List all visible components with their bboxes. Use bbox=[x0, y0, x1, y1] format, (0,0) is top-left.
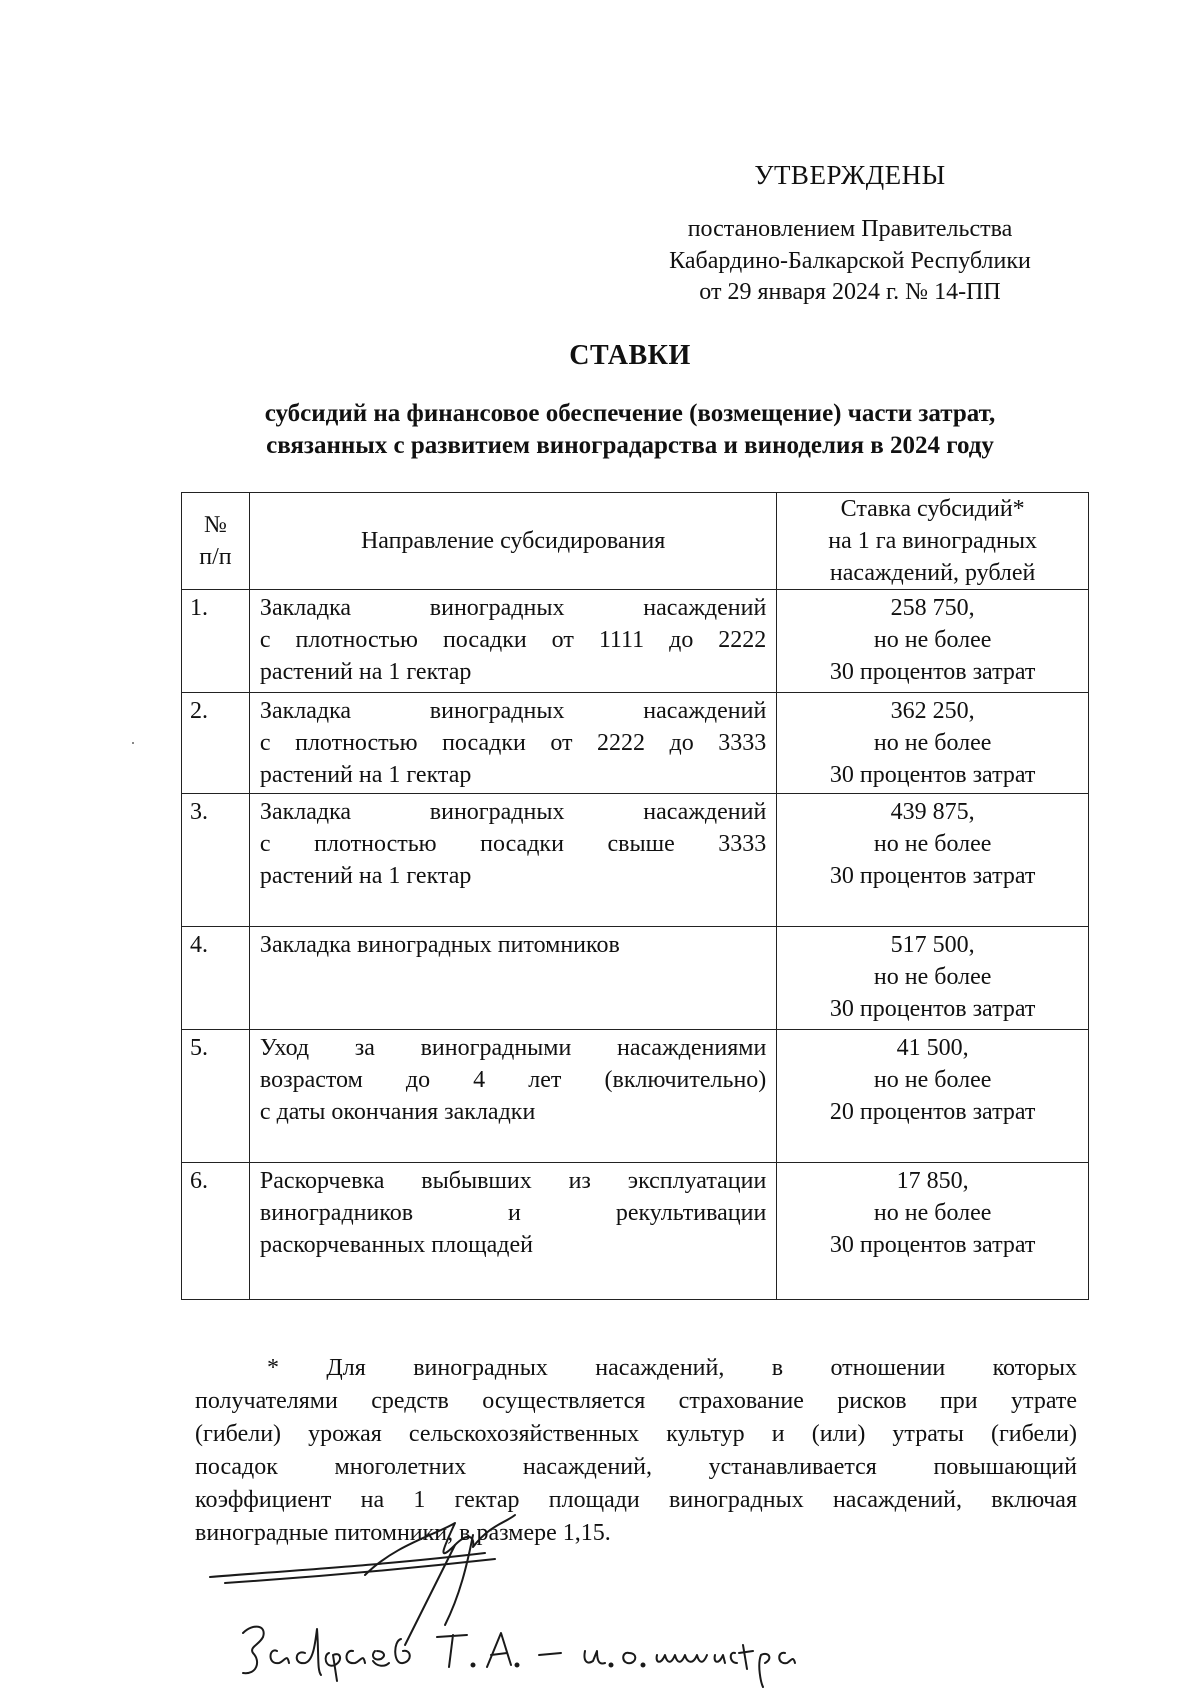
direction-line: раскорчеванных площадей bbox=[259, 1232, 533, 1258]
rate-percent: 30 процентов затрат bbox=[829, 762, 1036, 788]
table-row bbox=[182, 1030, 1089, 1163]
direction-line: растений на 1 гектар bbox=[259, 659, 472, 685]
row-number: 3. bbox=[182, 794, 250, 927]
row-rate bbox=[777, 590, 1089, 693]
direction-line: с плотностью посадки свыше 3333 bbox=[259, 831, 767, 857]
header-num bbox=[182, 493, 250, 590]
footnote-line: получателями средств осуществляется страхование рисков при утрате bbox=[195, 1388, 1077, 1414]
rate-limit: но не более bbox=[873, 1200, 992, 1226]
handwritten-signature bbox=[205, 1505, 845, 1695]
direction-line: Закладка виноградных питомников bbox=[259, 932, 620, 958]
scan-dot bbox=[132, 742, 134, 744]
table-header-row bbox=[182, 493, 1089, 590]
direction-line: с даты окончания закладки bbox=[259, 1099, 536, 1125]
table-row bbox=[182, 590, 1089, 693]
approval-line-2: Кабардино-Балкарской Республики bbox=[669, 248, 1031, 274]
rate-percent: 20 процентов затрат bbox=[829, 1099, 1036, 1125]
header-num-line: № bbox=[204, 512, 227, 538]
table-row bbox=[182, 794, 1089, 927]
row-number: 4. bbox=[182, 927, 250, 1030]
footnote-line: * Для виноградных насаждений, в отношении которых bbox=[267, 1355, 1077, 1381]
rate-percent: 30 процентов затрат bbox=[829, 863, 1036, 889]
direction-line: Закладка виноградных насаждений bbox=[259, 595, 767, 621]
row-rate bbox=[777, 1163, 1089, 1300]
rate-limit: но не более bbox=[873, 627, 992, 653]
rate-amount: 17 850, bbox=[896, 1168, 969, 1194]
header-rate-line: Ставка субсидий* bbox=[840, 496, 1025, 522]
rates-table bbox=[181, 492, 1089, 1300]
rate-limit: но не более bbox=[873, 831, 992, 857]
row-direction bbox=[249, 1163, 776, 1300]
rate-percent: 30 процентов затрат bbox=[829, 1232, 1036, 1258]
rate-percent: 30 процентов затрат bbox=[829, 996, 1036, 1022]
rate-limit: но не более bbox=[873, 730, 992, 756]
row-rate bbox=[777, 693, 1089, 794]
table-row bbox=[182, 927, 1089, 1030]
rate-amount: 517 500, bbox=[890, 932, 975, 958]
rate-limit: но не более bbox=[873, 964, 992, 990]
rate-amount: 258 750, bbox=[890, 595, 975, 621]
direction-line: Закладка виноградных насаждений bbox=[259, 698, 767, 724]
row-direction bbox=[249, 590, 776, 693]
approval-line-1: постановлением Правительства bbox=[687, 216, 1013, 242]
row-rate bbox=[777, 927, 1089, 1030]
document-subtitle-line-1: субсидий на финансовое обеспечение (возмещение) части затрат, bbox=[264, 400, 996, 427]
row-rate bbox=[777, 1030, 1089, 1163]
rate-percent: 30 процентов затрат bbox=[829, 659, 1036, 685]
document-title: СТАВКИ bbox=[569, 340, 691, 371]
header-num-line: п/п bbox=[199, 544, 232, 570]
direction-line: виноградников и рекультивации bbox=[259, 1200, 767, 1226]
rate-amount: 439 875, bbox=[890, 799, 975, 825]
direction-line: Закладка виноградных насаждений bbox=[259, 799, 767, 825]
footnote-line: виноградные питомники, в размере 1,15. bbox=[195, 1520, 611, 1546]
rate-limit: но не более bbox=[873, 1067, 992, 1093]
header-rate-line: насаждений, рублей bbox=[829, 560, 1036, 586]
header-rate-line: на 1 га виноградных bbox=[828, 528, 1037, 554]
approval-line-3: от 29 января 2024 г. № 14-ПП bbox=[699, 279, 1001, 305]
header-direction: Направление субсидирования bbox=[249, 493, 776, 590]
row-number: 5. bbox=[182, 1030, 250, 1163]
direction-line: Раскорчевка выбывших из эксплуатации bbox=[259, 1168, 767, 1194]
row-direction bbox=[249, 693, 776, 794]
row-direction bbox=[249, 1030, 776, 1163]
direction-line: растений на 1 гектар bbox=[259, 863, 472, 889]
table-row bbox=[182, 693, 1089, 794]
rate-amount: 41 500, bbox=[896, 1035, 969, 1061]
footnote-line: коэффициент на 1 гектар площади виноградных насаждений, включая bbox=[195, 1487, 1077, 1513]
table-row bbox=[182, 1163, 1089, 1300]
row-number: 1. bbox=[182, 590, 250, 693]
row-number: 2. bbox=[182, 693, 250, 794]
direction-line: с плотностью посадки от 2222 до 3333 bbox=[259, 730, 767, 756]
row-rate bbox=[777, 794, 1089, 927]
direction-line: с плотностью посадки от 1111 до 2222 bbox=[259, 627, 767, 653]
direction-line: возрастом до 4 лет (включительно) bbox=[259, 1067, 767, 1093]
direction-line: растений на 1 гектар bbox=[259, 762, 472, 788]
row-direction bbox=[249, 927, 776, 1030]
document-subtitle-line-2: связанных с развитием виноградарства и виноделия в 2024 году bbox=[266, 432, 994, 459]
row-direction bbox=[249, 794, 776, 927]
header-rate bbox=[777, 493, 1089, 590]
direction-line: Уход за виноградными насаждениями bbox=[259, 1035, 767, 1061]
row-number: 6. bbox=[182, 1163, 250, 1300]
approved-heading: УТВЕРЖДЕНЫ bbox=[754, 160, 946, 190]
footnote-line: (гибели) урожая сельскохозяйственных культур и (или) утраты (гибели) bbox=[195, 1421, 1077, 1447]
rate-amount: 362 250, bbox=[890, 698, 975, 724]
footnote-line: посадок многолетних насаждений, устанавливается повышающий bbox=[195, 1454, 1077, 1480]
